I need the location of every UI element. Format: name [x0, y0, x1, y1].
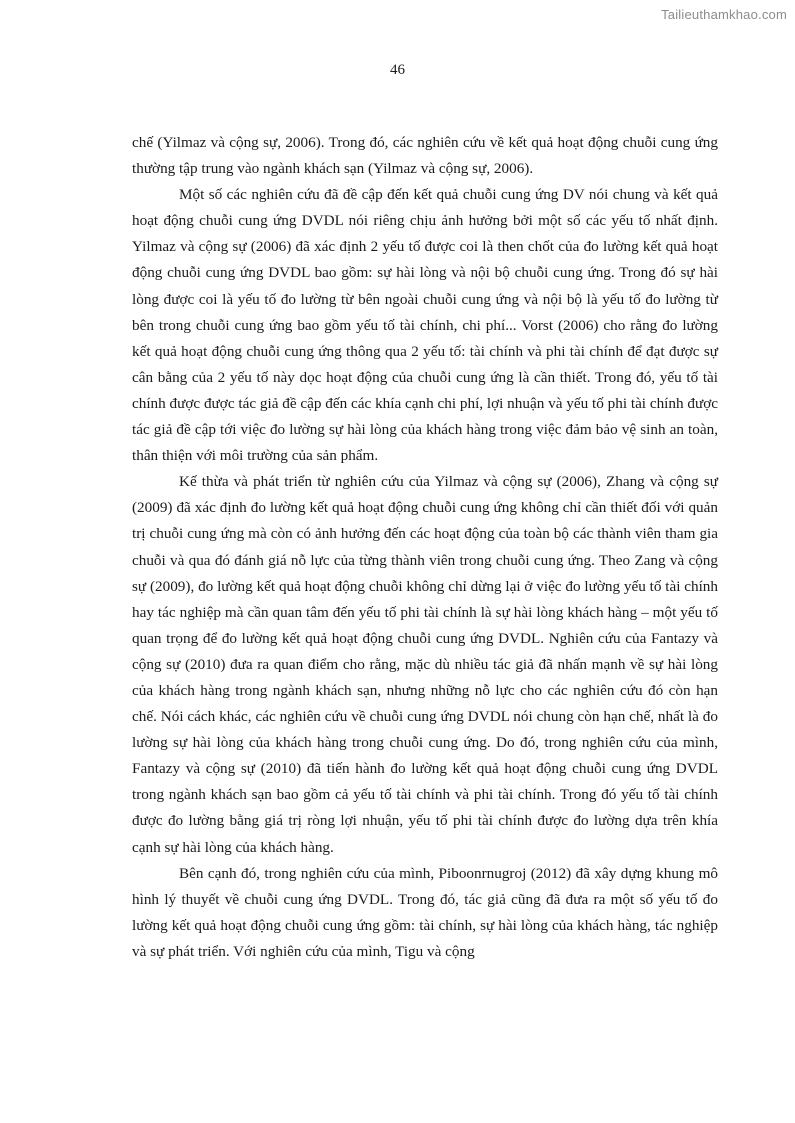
paragraph: Kế thừa và phát triển từ nghiên cứu của Yilmaz và cộng sự (2006), Zhang và cộng sự (2009) đã xác định đo lường kết quả hoạt động chuỗi cung ứng không chỉ cần thiết đối với quản trị chuỗi cung ứng mà còn có ảnh hưởng đến các hoạt động của toàn bộ các thành viên tham gia chuỗi và qua đó đánh giá nỗ lực của từng thành viên trong chuỗi cung ứng. Theo Zang và cộng sự (2009), đo lường kết quả hoạt động chuỗi không chỉ dừng lại ở việc đo lường yếu tố tài chính hay tác nghiệp mà cần quan tâm đến yếu tố phi tài chính là sự hài lòng khách hàng – một yếu tố quan trọng để đo lường kết quả hoạt động chuỗi cung ứng DVDL. Nghiên cứu của Fantazy và cộng sự (2010) đưa ra quan điểm cho rằng, mặc dù nhiều tác giả đã nhấn mạnh về sự hài lòng của khách hàng trong ngành khách sạn, nhưng những nỗ lực cho các nghiên cứu đó còn hạn chế. Nói cách khác, các nghiên cứu về chuỗi cung ứng DVDL nói chung còn hạn chế, nhất là đo lường sự hài lòng của khách hàng trong chuỗi cung ứng. Do đó, trong nghiên cứu của mình, Fantazy và cộng sự (2010) đã tiến hành đo lường kết quả hoạt động chuỗi cung ứng DVDL trong ngành khách sạn bao gồm cả yếu tố tài chính và phi tài chính. Trong đó yếu tố tài chính được đo lường bằng giá trị ròng lợi nhuận, yếu tố phi tài chính được đo lường dựa trên khía cạnh sự hài lòng của khách hàng.: [132, 473, 718, 856]
paragraph: Một số các nghiên cứu đã đề cập đến kết quả chuỗi cung ứng DV nói chung và kết quả hoạt động chuỗi cung ứng DVDL nói riêng chịu ảnh hưởng bởi một số các yếu tố nhất định. Yilmaz và cộng sự (2006) đã xác định 2 yếu tố được coi là then chốt của đo lường kết quả hoạt động chuỗi cung ứng DVDL bao gồm: sự hài lòng và nội bộ chuỗi cung ứng. Trong đó sự hài lòng được coi là yếu tố đo lường từ bên ngoài chuỗi cung ứng và nội bộ là yếu tố đo lường từ bên trong chuỗi cung ứng bao gồm yếu tố tài chính, chi phí... Vorst (2006) cho rằng đo lường kết quả hoạt động chuỗi cung ứng thông qua 2 yếu tố: tài chính và phi tài chính để đạt được sự cân bằng của 2 yếu tố này dọc hoạt động của chuỗi cung ứng là cần thiết. Trong đó, yếu tố tài chính được được tác giả đề cập đến các khía cạnh chi phí, lợi nhuận và yếu tố phi tài chính được tác giả đề cập tới việc đo lường sự hài lòng của khách hàng trong việc đảm bảo vệ sinh an toàn, thân thiện với môi trường của sản phẩm.: [132, 186, 718, 465]
page-number: 46: [390, 62, 405, 78]
paragraph: Bên cạnh đó, trong nghiên cứu của mình, Piboonrnugroj (2012) đã xây dựng khung mô hình lý thuyết về chuỗi cung ứng DVDL. Trong đó, tác giả cũng đã đưa ra một số yếu tố đo lường kết quả hoạt động chuỗi cung ứng gồm: tài chính, sự hài lòng của khách hàng, tác nghiệp và sự phát triển. Với nghiên cứu của mình, Tigu và cộng: [132, 864, 718, 960]
body-text: [132, 130, 718, 965]
paragraph-continuation: chế (Yilmaz và cộng sự, 2006). Trong đó, các nghiên cứu về kết quả hoạt động chuỗi cung ứng thường tập trung vào ngành khách sạn (Yilmaz và cộng sự, 2006).: [132, 134, 718, 178]
watermark: Tailieuthamkhao.com: [661, 7, 787, 22]
